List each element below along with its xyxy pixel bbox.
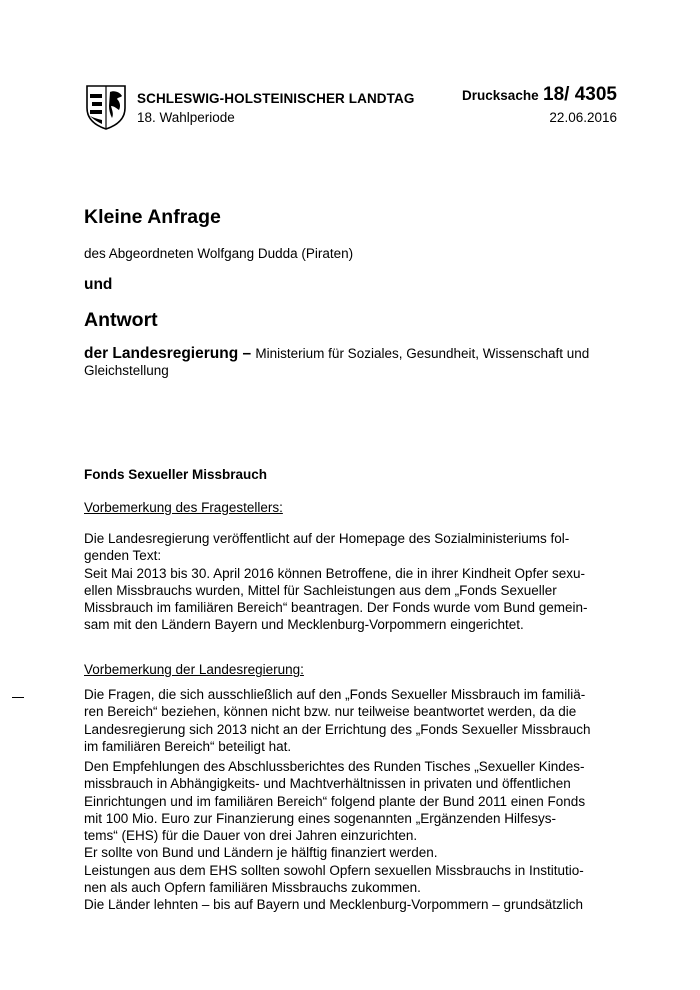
text-line: Den Empfehlungen des Abschlussberichtes des Runden Tisches „Sexueller Kindes- [84, 759, 585, 774]
text-line: Leistungen aus dem EHS sollten sowohl Opfern sexuellen Missbrauchs in Institutio- [84, 862, 584, 878]
printed-matter-label [462, 84, 617, 106]
subject-heading: Fonds Sexueller Missbrauch [84, 467, 268, 482]
kleine-anfrage-heading: Kleine Anfrage [84, 206, 221, 228]
und-heading: und [84, 276, 113, 293]
document-date: 22.06.2016 [549, 110, 617, 125]
government-remark-heading: Vorbemerkung der Landesregierung: [84, 662, 304, 677]
text-line: Die Fragen, die sich ausschließlich auf den „Fonds Sexueller Missbrauch im familiä- [84, 687, 586, 702]
margin-dash [12, 697, 24, 698]
text-line: Missbrauch im familiären Bereich“ beantragen. Der Fonds wurde vom Bund gemein- [84, 600, 588, 616]
text-line: im familiären Bereich“ beteiligt hat. [84, 738, 292, 754]
questioner-remark-text [84, 530, 624, 634]
text-line: mit 100 Mio. Euro zur Finanzierung eines sogenannten „Ergänzenden Hilfesys- [84, 810, 557, 826]
text-line: Einrichtungen und im familiären Bereich“ folgend plante der Bund 2011 einen Fonds [84, 793, 586, 809]
text-line: ren Bereich“ beziehen, können nicht bzw. nur teilweise beantwortet werden, da die [84, 704, 577, 720]
drucksache-label: Drucksache [462, 88, 539, 103]
coat-of-arms-icon [84, 84, 128, 130]
text-line: ellen Missbrauchs wurden, Mittel für Sachleistungen aus dem „Fonds Sexueller [84, 582, 557, 598]
legislative-period: 18. Wahlperiode [137, 110, 235, 125]
text-line: Er sollte von Bund und Ländern je hälftig finanziert werden. [84, 845, 438, 861]
text-line: Landesregierung sich 2013 nicht an der Errichtung des „Fonds Sexueller Missbrauch [84, 721, 591, 737]
text-line: Seit Mai 2013 bis 30. April 2016 können Betroffene, die in ihrer Kindheit Opfer sexu- [84, 565, 586, 581]
text-line: Die Länder lehnten – bis auf Bayern und Mecklenburg-Vorpommern – grundsätzlich [84, 897, 584, 913]
text-line: tems“ (EHS) für die Dauer von drei Jahren einzurichten. [84, 828, 418, 844]
government-remark-paragraph-2 [84, 758, 624, 914]
text-line: genden Text: [84, 548, 162, 564]
questioner-remark-heading: Vorbemerkung des Fragestellers: [84, 500, 283, 515]
government-line [84, 345, 624, 379]
text-line: Die Landesregierung veröffentlicht auf der Homepage des Sozialministeriums fol- [84, 531, 570, 546]
ministry-name: Ministerium für Soziales, Gesundheit, Wissenschaft und Gleichstellung [84, 346, 590, 378]
government-label: der Landesregierung – [84, 345, 256, 362]
text-line: nen als auch Opfern familiären Missbrauchs zukommen. [84, 880, 421, 896]
government-remark-paragraph-1 [84, 686, 624, 755]
text-line: sam mit den Ländern Bayern und Mecklenburg-Vorpommern eingerichtet. [84, 617, 524, 633]
text-line: missbrauch in Abhängigkeits- und Machtverhältnissen in privaten und öffentlichen [84, 776, 571, 792]
parliament-name: SCHLESWIG-HOLSTEINISCHER LANDTAG [137, 91, 415, 106]
antwort-heading: Antwort [84, 309, 158, 331]
author-line: des Abgeordneten Wolfgang Dudda (Piraten) [84, 246, 354, 261]
drucksache-number: 18/ 4305 [543, 84, 617, 105]
